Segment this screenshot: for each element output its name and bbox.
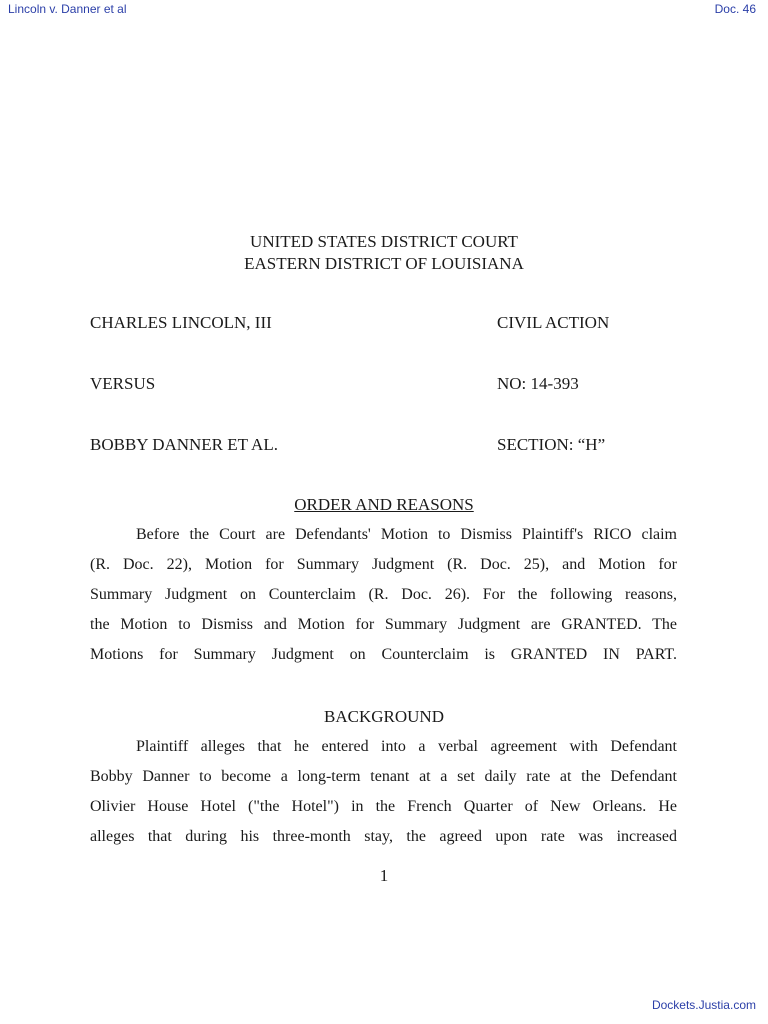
caption-number: NO: 14-393 bbox=[497, 374, 579, 393]
paragraph-line: alleges that during his three-month stay, the agreed upon rate was increased bbox=[90, 828, 677, 845]
court-name-line1: UNITED STATES DISTRICT COURT bbox=[250, 232, 518, 251]
caption-plaintiff: CHARLES LINCOLN, III bbox=[90, 313, 272, 332]
caption-row-1 bbox=[90, 313, 690, 333]
paragraph-line: Bobby Danner to become a long-term tenant at a set daily rate at the Defendant bbox=[90, 768, 677, 785]
caption-section: SECTION: “H” bbox=[497, 435, 606, 454]
paragraph-line: (R. Doc. 22), Motion for Summary Judgment (R. Doc. 25), and Motion for bbox=[90, 556, 677, 573]
background-paragraph bbox=[90, 732, 677, 852]
header-case-link[interactable]: Lincoln v. Danner et al bbox=[8, 2, 127, 16]
header-doc-link[interactable]: Doc. 46 bbox=[714, 2, 756, 16]
order-paragraph bbox=[90, 520, 677, 670]
caption-row-3 bbox=[90, 435, 690, 455]
paragraph-line: Before the Court are Defendants' Motion to Dismiss Plaintiff's RICO claim bbox=[136, 526, 677, 543]
paragraph-line: Plaintiff alleges that he entered into a verbal agreement with Defendant bbox=[136, 738, 677, 755]
background-heading: BACKGROUND bbox=[324, 707, 444, 726]
paragraph-line: the Motion to Dismiss and Motion for Summary Judgment are GRANTED. The bbox=[90, 616, 677, 633]
caption-row-2 bbox=[90, 374, 690, 394]
paragraph-line: Summary Judgment on Counterclaim (R. Doc. 26). For the following reasons, bbox=[90, 586, 677, 603]
order-heading: ORDER AND REASONS bbox=[294, 495, 474, 514]
paragraph-line: Olivier House Hotel ("the Hotel") in the French Quarter of New Orleans. He bbox=[90, 798, 677, 815]
paragraph-line: Motions for Summary Judgment on Counterclaim is GRANTED IN PART. bbox=[90, 646, 677, 663]
page-number: 1 bbox=[379, 866, 389, 885]
court-name-line2: EASTERN DISTRICT OF LOUISIANA bbox=[244, 254, 524, 273]
caption-defendant: BOBBY DANNER ET AL. bbox=[90, 435, 278, 454]
caption-action: CIVIL ACTION bbox=[497, 313, 610, 332]
caption-versus: VERSUS bbox=[90, 374, 156, 393]
footer-justia-link[interactable]: Dockets.Justia.com bbox=[651, 998, 756, 1012]
